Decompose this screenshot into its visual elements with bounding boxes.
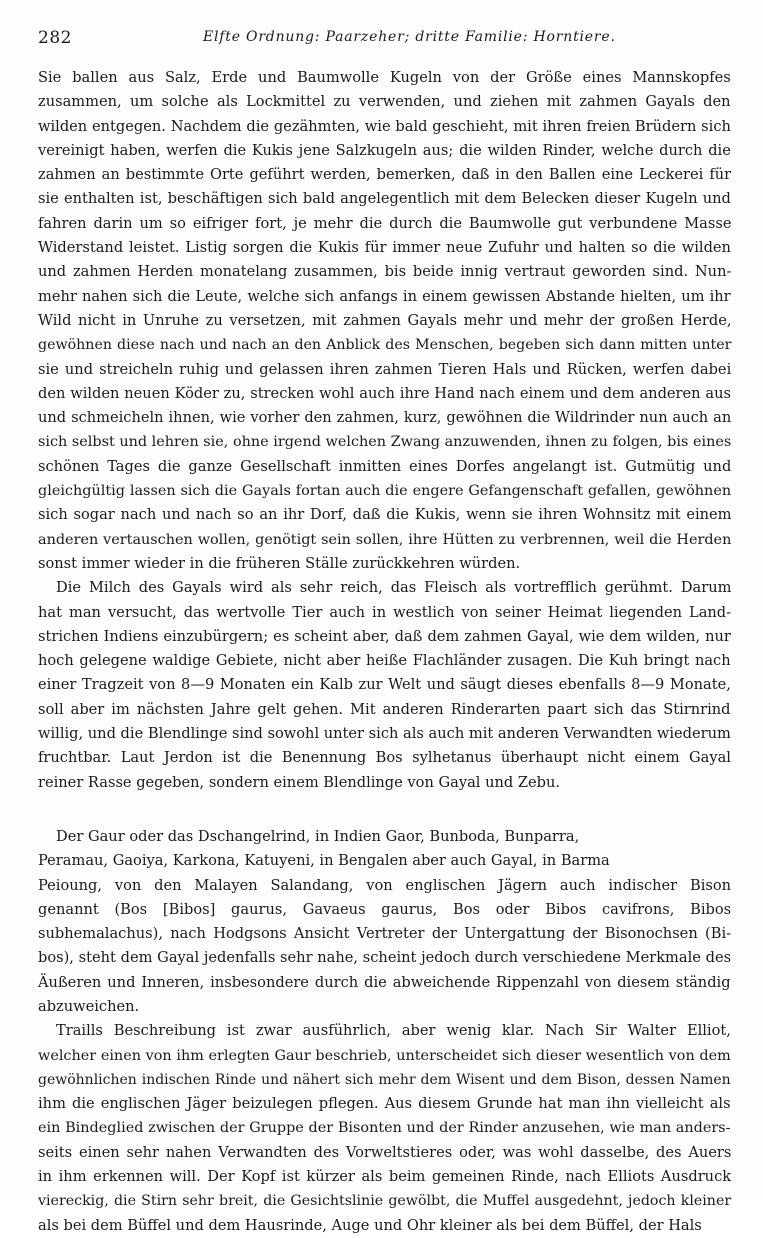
- text-line: zahmen an bestimmte Orte geführt werden, bemerken, daß in den Ballen eine Leckerei für: [38, 166, 732, 184]
- page-number: 282: [38, 28, 72, 48]
- text-line: sich sogar nach und nach so an ihr Dorf, daß die Kukis, wenn sie ihren Wohnsitz mit einem: [38, 506, 732, 524]
- text-line: willig, und die Blendlinge sind sowohl unter sich als auch mit anderen Verwandten wiederum: [38, 725, 731, 743]
- running-head: [38, 28, 733, 52]
- running-head-title: Elfte Ordnung: Paarzeher; dritte Familie: Horntiere.: [203, 29, 616, 45]
- text-line: sie enthalten ist, beschäftigen sich bald angelegentlich mit dem Belecken dieser Kugeln und: [38, 190, 731, 208]
- text-line: Äußeren und Inneren, insbesondere durch die abweichende Rippenzahl von diesem ständig: [38, 973, 731, 991]
- text-line: welcher einen von ihm erlegten Gaur beschrieb, unterscheidet sich dieser wesentlich von dem: [38, 1047, 731, 1064]
- text-line: einer Tragzeit von 8—9 Monaten ein Kalb zur Welt und säugt dieses ebenfalls 8—9 Monate,: [38, 676, 731, 694]
- text-line: wilden entgegen. Nachdem die gezähmten, wie bald geschieht, mit ihren freien Brüdern sich: [38, 117, 731, 135]
- text-line: mehr nahen sich die Leute, welche sich anfangs in einem gewissen Abstande hielten, um ihr: [38, 287, 731, 305]
- paragraph: [38, 1019, 731, 1238]
- text-line: Der Gaur oder das Dschangelrind, in Indien Gaor, Bunboda, Bunparra,: [56, 827, 580, 845]
- text-line: Die Milch des Gayals wird als sehr reich, das Fleisch als vortrefflich gerühmt. Darum: [56, 579, 732, 597]
- text-line: sie und streicheln ruhig und gelassen ihren zahmen Tieren Hals und Rücken, werfen dabei: [38, 360, 732, 378]
- text-line: ein Bindeglied zwischen der Gruppe der Bisonten und der Rinder anzusehen, wie man anders-: [38, 1120, 731, 1137]
- text-line: ihm die englischen Jäger beizulegen pflegen. Aus diesem Grunde hat man ihn vielleicht als: [38, 1095, 731, 1113]
- text-line: schönen Tages die ganze Gesellschaft inmitten eines Dorfes angelangt ist. Gutmütig und: [38, 457, 732, 475]
- text-line: Traills Beschreibung ist zwar ausführlich, aber wenig klar. Nach Sir Walter Elliot,: [56, 1022, 731, 1040]
- text-line: den wilden neuen Köder zu, strecken wohl auch ihre Hand nach einem und dem anderen aus: [38, 384, 731, 402]
- page-body: [38, 66, 731, 1238]
- text-line: reiner Rasse gegeben, sondern einem Blendlinge von Gayal und Zebu.: [38, 773, 561, 791]
- text-line: fruchtbar. Laut Jerdon ist die Benennung Bos sylhetanus überhaupt nicht einem Gayal: [38, 749, 731, 767]
- text-line: hat man versucht, das wertvolle Tier auch in westlich von seiner Heimat liegenden Land-: [38, 603, 732, 621]
- text-line: sonst immer wieder in die früheren Ställe zurückkehren würden.: [38, 554, 521, 572]
- text-line: strichen Indiens einzubürgern; es scheint aber, daß dem zahmen Gayal, wie dem wilden, nur: [38, 627, 731, 645]
- text-line: vereinigt haben, werfen die Kukis jene Salzkugeln aus; die wilden Rinder, welche durch die: [38, 141, 731, 159]
- text-line: Sie ballen aus Salz, Erde und Baumwolle Kugeln von der Größe eines Mannskopfes: [38, 69, 731, 86]
- text-line: soll aber im nächsten Jahre gelt gehen. Mit anderen Rinderarten paart sich das Stirnrind: [38, 700, 731, 718]
- text-line: viereckig, die Stirn sehr breit, die Gesichtslinie gewölbt, die Muffel ausgedehnt, jedoch kleiner: [38, 1193, 732, 1210]
- text-line: Wild nicht in Unruhe zu versetzen, mit zahmen Gayals mehr und mehr der großen Herde,: [38, 311, 732, 329]
- text-line: hoch gelegene waldige Gebiete, nicht aber heiße Flachländer zusagen. Die Kuh bringt nach: [38, 652, 731, 670]
- text-line: Widerstand leistet. Listig sorgen die Kukis für immer neue Zufuhr und halten so die wilden: [38, 239, 731, 257]
- text-line: Peioung, von den Malayen Salandang, von englischen Jägern auch indischer Bison: [38, 876, 732, 894]
- text-line: und zahmen Herden monatelang zusammen, bis beide innig vertraut geworden sind. Nun-: [38, 263, 732, 281]
- text-line: fahren darin um so eifriger fort, je mehr die durch die Baumwolle gut verbundene Masse: [38, 214, 732, 232]
- text-line: gewöhnen diese nach und nach an den Anblick des Menschen, begeben sich dann mitten unter: [38, 337, 732, 354]
- paragraph: [38, 576, 731, 795]
- text-line: Peramau, Gaoiya, Karkona, Katuyeni, in Bengalen aber auch Gayal, in Barma: [38, 852, 610, 870]
- text-line: gleichgültig lassen sich die Gayals fortan auch die engere Gefangenschaft gefallen, gewöhnen: [38, 483, 732, 500]
- section-gap: [38, 795, 731, 825]
- text-line: abzuweichen.: [38, 997, 140, 1015]
- text-line: seits einen sehr nahen Verwandten des Vorweltstieres oder, was wohl dasselbe, des Auers: [38, 1143, 732, 1161]
- text-line: genannt (Bos [Bibos] gaurus, Gavaeus gaurus, Bos oder Bibos cavifrons, Bibos: [38, 900, 732, 918]
- text-line: zusammen, um solche als Lockmittel zu verwenden, und ziehen mit zahmen Gayals den: [38, 93, 731, 111]
- text-line: in ihm erkennen will. Der Kopf ist kürzer als beim gemeinen Rinde, nach Elliots Ausdruck: [38, 1168, 732, 1186]
- paragraph: [38, 66, 731, 576]
- text-line: anderen vertauschen wollen, genötigt sein sollen, ihre Hütten zu verbrennen, weil die Herden: [38, 531, 732, 548]
- paragraph: [38, 825, 731, 1019]
- text-line: und schmeicheln ihnen, wie vorher den zahmen, kurz, gewöhnen die Wildrinder nun auch an: [38, 409, 732, 427]
- text-line: subhemalachus), nach Hodgsons Ansicht Vertreter der Untergattung der Bisonochsen (Bi-: [38, 925, 732, 943]
- text-line: als bei dem Büffel und dem Hausrinde, Auge und Ohr kleiner als bei dem Büffel, der Hals: [38, 1216, 702, 1234]
- text-line: gewöhnlichen indischen Rinde und nähert sich mehr dem Wisent und dem Bison, dessen Namen: [38, 1071, 731, 1088]
- text-line: bos), steht dem Gayal jedenfalls sehr nahe, scheint jedoch durch verschiedene Merkmale des: [38, 949, 732, 967]
- text-line: sich selbst und lehren sie, ohne irgend welchen Zwang anzuwenden, ihnen zu folgen, bis eines: [38, 434, 732, 451]
